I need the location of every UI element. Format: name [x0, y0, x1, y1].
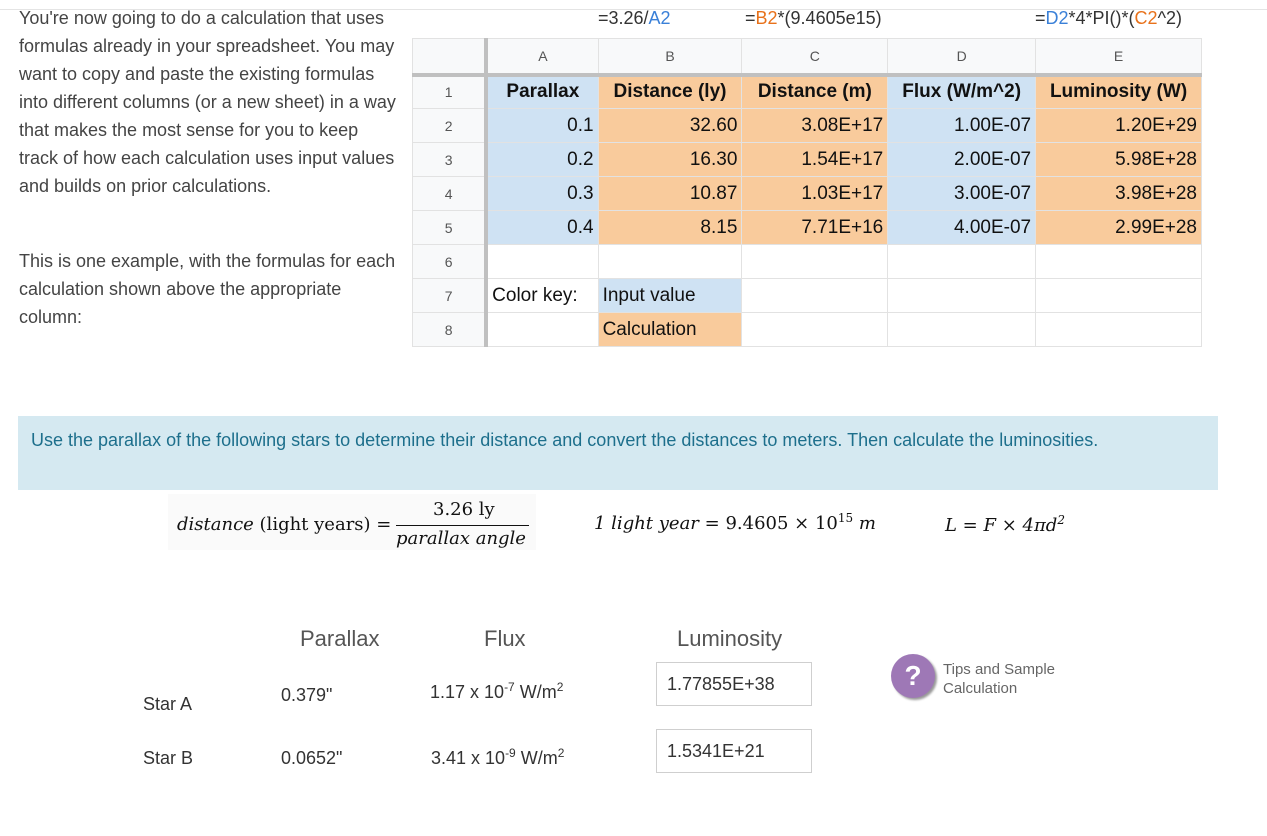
row-number: 7 — [413, 279, 487, 313]
distance-equation-denominator: parallax angle — [396, 528, 526, 549]
column-header-b: B — [598, 39, 742, 75]
star-b-parallax: 0.0652" — [281, 748, 343, 768]
table-cell: 16.30 — [598, 143, 742, 177]
empty-cell — [888, 245, 1036, 279]
table-cell: 1.00E-07 — [888, 109, 1036, 143]
empty-cell — [598, 245, 742, 279]
fraction-bar — [396, 525, 529, 526]
table-cell: 2.00E-07 — [888, 143, 1036, 177]
table-cell: 1.54E+17 — [742, 143, 888, 177]
table-cell: 3.08E+17 — [742, 109, 888, 143]
empty-cell — [742, 279, 888, 313]
formula-col-e: =D2*4*PI()*(C2^2) — [1035, 8, 1183, 28]
sheet-row-3 — [413, 143, 1202, 177]
table-cell: 1.20E+29 — [1036, 109, 1202, 143]
sheet-row-8 — [413, 313, 1202, 347]
table-cell: 10.87 — [598, 177, 742, 211]
star-a-parallax: 0.379" — [281, 685, 333, 705]
light-year-equation: 1 light year = $9.4605 \times 10^{15}$ m — [594, 511, 876, 534]
header-cell-flux: Flux (W/m^2) — [888, 75, 1036, 109]
empty-cell — [486, 245, 598, 279]
sheet-row-1 — [413, 75, 1202, 109]
empty-cell — [888, 279, 1036, 313]
star-b-luminosity-input[interactable]: 1.5341E+21 — [656, 729, 812, 773]
column-header-e: E — [1036, 39, 1202, 75]
sheet-row-2 — [413, 109, 1202, 143]
row-number: 6 — [413, 245, 487, 279]
table-cell: 5.98E+28 — [1036, 143, 1202, 177]
intro-paragraph-2: This is one example, with the formulas for each calculation shown above the appropriate column: — [19, 251, 396, 327]
luminosity-column-header: Luminosity — [677, 626, 783, 651]
row-number: 2 — [413, 109, 487, 143]
color-key-label: Color key: — [486, 279, 598, 313]
column-header-a: A — [486, 39, 598, 75]
table-cell: 7.71E+16 — [742, 211, 888, 245]
color-key-input: Input value — [598, 279, 742, 313]
table-cell: 0.4 — [486, 211, 598, 245]
star-b-flux: 3.41 x $10^{-9}$ $W/m^2$ — [431, 746, 565, 768]
row-number: 8 — [413, 313, 487, 347]
tips-sample-calculation-link[interactable]: Tips and Sample Calculation — [943, 661, 1056, 697]
table-cell: 4.00E-07 — [888, 211, 1036, 245]
star-a-flux: 1.17 x $10^{-7}$ $W/m^2$ — [430, 680, 564, 702]
table-cell: 3.00E-07 — [888, 177, 1036, 211]
star-a-label: Star A — [143, 694, 193, 714]
header-cell-distance-m: Distance (m) — [742, 75, 888, 109]
sheet-row-4 — [413, 177, 1202, 211]
instructions-banner — [18, 416, 1218, 490]
sheet-row-5 — [413, 211, 1202, 245]
empty-cell — [742, 245, 888, 279]
luminosity-equation: $L = F \times 4\pi d^2$ — [945, 513, 1065, 536]
sheet-corner — [413, 39, 487, 75]
table-cell: 8.15 — [598, 211, 742, 245]
header-cell-parallax: Parallax — [486, 75, 598, 109]
empty-cell — [1036, 245, 1202, 279]
column-header-row — [413, 39, 1202, 75]
color-key-calculation: Calculation — [598, 313, 742, 347]
distance-equation-numerator: 3.26 ly — [433, 499, 495, 520]
star-a-luminosity-input[interactable]: 1.77855E+38 — [656, 662, 812, 706]
help-question-icon[interactable]: ? — [891, 654, 935, 698]
column-header-c: C — [742, 39, 888, 75]
empty-cell — [486, 313, 598, 347]
star-b-label: Star B — [143, 748, 194, 768]
empty-cell — [1036, 279, 1202, 313]
table-cell: 0.2 — [486, 143, 598, 177]
spreadsheet-grid — [412, 38, 1202, 347]
row-number: 5 — [413, 211, 487, 245]
row-number: 1 — [413, 75, 487, 109]
table-cell: 0.1 — [486, 109, 598, 143]
header-cell-distance-ly: Distance (ly) — [598, 75, 742, 109]
column-header-d: D — [888, 39, 1036, 75]
flux-column-header: Flux — [484, 626, 526, 651]
table-cell: 32.60 — [598, 109, 742, 143]
table-cell: 3.98E+28 — [1036, 177, 1202, 211]
instructions-text: Use the parallax of the following stars to determine their distance and convert the distances to meters. Then calculate the luminosities. — [31, 430, 1099, 450]
sheet-row-7 — [413, 279, 1202, 313]
table-cell: 0.3 — [486, 177, 598, 211]
header-cell-luminosity: Luminosity (W) — [1036, 75, 1202, 109]
row-number: 3 — [413, 143, 487, 177]
empty-cell — [742, 313, 888, 347]
empty-cell — [1036, 313, 1202, 347]
parallax-column-header: Parallax — [300, 626, 380, 651]
sheet-row-6 — [413, 245, 1202, 279]
empty-cell — [888, 313, 1036, 347]
spreadsheet-image — [412, 38, 1202, 352]
formula-col-b: =3.26/A2 — [598, 8, 671, 28]
table-cell: 1.03E+17 — [742, 177, 888, 211]
formula-col-c: =B2*(9.4605e15) — [745, 8, 882, 28]
distance-equation-lhs: distance (light years) = — [177, 514, 392, 535]
row-number: 4 — [413, 177, 487, 211]
intro-paragraph-1: You're now going to do a calculation that uses formulas already in your spreadsheet. You may want to copy and paste the existing formulas into different columns (or a new sheet) in a way that makes the most sense for you to keep track of how each calculation uses input values and builds on prior calculations. — [19, 8, 396, 196]
table-cell: 2.99E+28 — [1036, 211, 1202, 245]
